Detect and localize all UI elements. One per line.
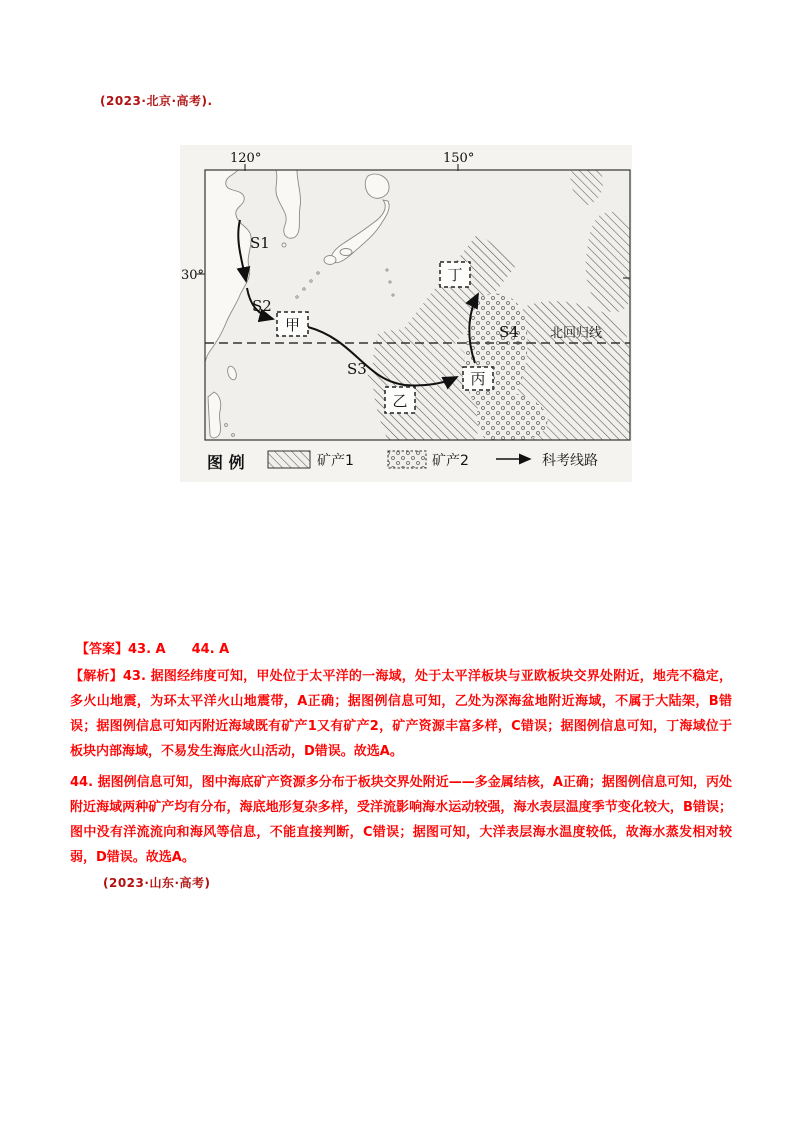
route-label-s4: S4	[499, 323, 519, 341]
small-island	[310, 280, 312, 282]
longitude-label-150: 150°	[443, 151, 475, 166]
small-island	[317, 272, 319, 274]
small-island	[392, 294, 394, 296]
legend-mineral2-label: 矿产2	[432, 453, 469, 469]
legend-mineral1-label: 矿产1	[317, 453, 354, 469]
site-label-jia: 甲	[284, 316, 301, 334]
small-island	[225, 424, 228, 427]
map-svg	[180, 145, 632, 482]
answer-line: 【答案】43. A 44. A	[76, 642, 230, 657]
question-source-label: (2023·北京·高考).	[100, 94, 213, 108]
legend-route-label: 科考线路	[542, 453, 598, 469]
small-island	[282, 243, 286, 247]
site-label-ding: 丁	[447, 266, 463, 284]
small-island	[303, 288, 305, 290]
next-question-source-label: (2023·山东·高考)	[103, 876, 211, 890]
pacific-survey-map-figure	[180, 145, 632, 482]
answer-analysis-block	[70, 637, 732, 876]
tropic-of-cancer-label: 北回归线	[550, 326, 603, 341]
route-label-s3: S3	[347, 360, 367, 378]
small-island	[386, 269, 388, 271]
small-island	[296, 296, 298, 298]
site-label-yi: 乙	[392, 392, 408, 410]
analysis-paragraph-44: 44. 据图例信息可知，图中海底矿产资源多分布于板块交界处附近——多金属结核，A正确；据图例信息可知，丙处附近海域两种矿产均有分布，海底地形复杂多样，受洋流影响海水运动较强，海水表层温度季节变化较大，B错误；图中没有洋流流向和海风等信息，不能直接判断，C错误；据图可知，大洋表层海水温度较低，故海水蒸发相对较弱，D错误。故选A。	[70, 775, 732, 865]
legend-title: 图 例	[207, 453, 245, 472]
kyushu-island	[324, 256, 336, 265]
luzon-island	[208, 392, 221, 438]
legend-mineral2-swatch	[388, 451, 426, 468]
analysis-paragraph-43: 【解析】43. 据图经纬度可知，甲处位于太平洋的一海域，处于太平洋板块与亚欧板块交界处附近，地壳不稳定，多火山地震，为环太平洋火山地震带，A正确；据图例信息可知，乙处为深海盆地附近海域，不属于大陆架，B错误；据图例信息可知丙附近海域既有矿产1又有矿产2，矿产资源丰富多样，C错误；据图例信息可知，丁海域位于板块内部海域，不易发生海底火山活动，D错误。故选A。	[70, 669, 732, 759]
site-label-bing: 丙	[470, 370, 486, 388]
small-island	[232, 434, 235, 437]
shikoku-island	[340, 249, 352, 256]
route-label-s2: S2	[252, 297, 272, 315]
longitude-label-120: 120°	[230, 151, 262, 166]
map-legend	[207, 451, 598, 472]
latitude-label-30: 30°	[181, 268, 205, 283]
route-label-s1: S1	[250, 234, 270, 252]
legend-mineral1-swatch	[268, 451, 310, 468]
small-island	[389, 281, 391, 283]
